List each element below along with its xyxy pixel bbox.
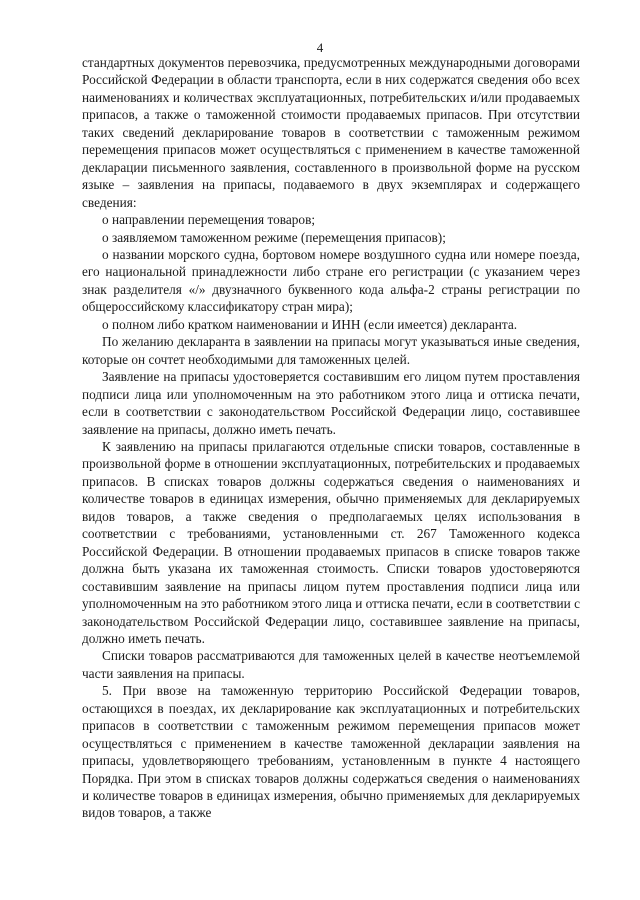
page-number: 4 <box>316 40 324 55</box>
paragraph-certification: Заявление на припасы удостоверяется составившим его лицом путем проставления подписи лица или уполномоченным на это работником этого лица и оттиска печати, если в соответствии с законодательством Российской Федерации лицо, составившее заявление на припасы, должно иметь печать. <box>82 369 580 437</box>
paragraph-lists-integral-part: Списки товаров рассматриваются для таможенных целей в качестве неотъемлемой части заявления на припасы. <box>82 648 580 681</box>
document-body <box>82 54 580 822</box>
paragraph-section-5: 5. При ввозе на таможенную территорию Российской Федерации товаров, остающихся в поездах, их декларирование как эксплуатационных и потребительских припасов в соответствии с таможенным режимом перемещения припасов может осуществляться с применением в качестве таможенной декларации заявления на припасы, удовлетворяющего требованиям, установленным в пункте 4 настоящего Порядка. При этом в списках товаров должны содержаться сведения о наименованиях и количестве товаров в единицах измерения, обычно применяемых для декларируемых видов товаров, а также <box>82 683 580 821</box>
list-item-direction: о направлении перемещения товаров; <box>102 212 316 228</box>
list-item-regime: о заявляемом таможенном режиме (перемещения припасов); <box>102 229 446 245</box>
list-item-declarant: о полном либо кратком наименовании и ИНН (если имеется) декларанта. <box>102 316 518 332</box>
list-item-vessel: о названии морского судна, бортовом номере воздушного судна или номере поезда, его национальной принадлежности либо стране его регистрации (с указанием через знак разделителя «/» двузначного буквенного кода альфа-2 страны регистрации по общероссийскому классификатору стран мира); <box>82 246 580 315</box>
paragraph-continuation: стандартных документов перевозчика, предусмотренных международными договорами Российской Федерации в области транспорта, если в них содержатся сведения обо всех наименованиях и количествах эксплуатационных, потребительских и/или продаваемых припасов, а также о таможенной стоимости продаваемых припасов. При отсутствии таких сведений декларирование товаров в соответствии с таможенным режимом перемещения припасов может осуществляться с применением в качестве таможенной декларации письменного заявления, составленного в произвольной форме на русском языке – заявления на припасы, подаваемого в двух экземплярах и содержащего сведения: <box>82 55 580 210</box>
paragraph-goods-lists: К заявлению на припасы прилагаются отдельные списки товаров, составленные в произвольной форме в отношении эксплуатационных, потребительских и продаваемых припасов. В списках товаров должны содержаться сведения о наименованиях и количестве товаров в единицах измерения, обычно применяемых для декларируемых видов товаров, а также сведения о предполагаемых целях использования в соответствии с требованиями, установленными ст. 267 Таможенного кодекса Российской Федерации. В отношении продаваемых припасов в списке товаров также должна быть указана их таможенная стоимость. Списки товаров удостоверяются составившим заявление на припасы лицом путем проставления подписи лица или уполномоченным на это работником этого лица и оттиска печати, если в соответствии с законодательством Российской Федерации лицо, составившее заявление на припасы, должно иметь печать. <box>82 438 580 646</box>
paragraph-other-info: По желанию декларанта в заявлении на припасы могут указываться иные сведения, которые он сочтет необходимыми для таможенных целей. <box>82 334 580 367</box>
